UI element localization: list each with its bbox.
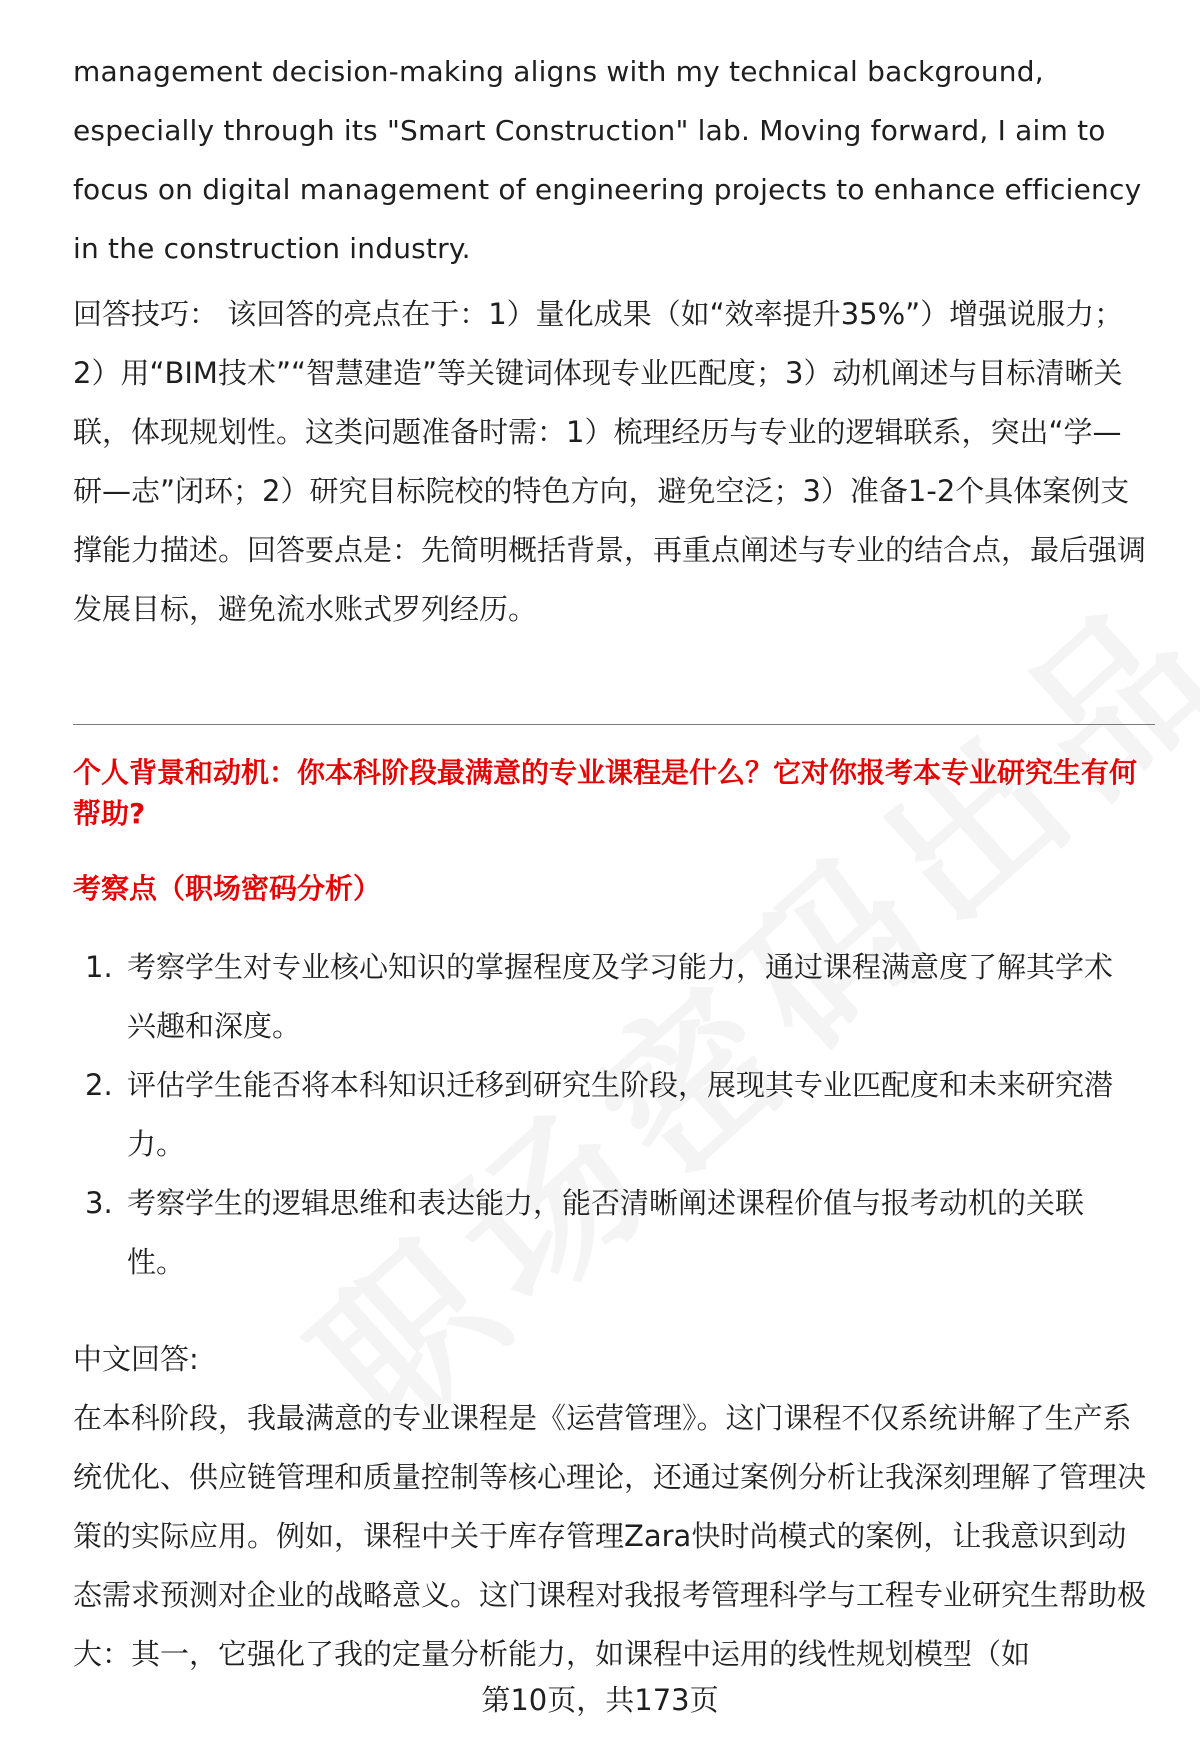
focus-heading: 考察点（职场密码分析） bbox=[73, 872, 382, 905]
answer-label: 中文回答: bbox=[73, 1342, 199, 1376]
focus-list bbox=[73, 938, 1153, 1292]
list-item-text: 评估学生能否将本科知识迁移到研究生阶段，展现其专业匹配度和未来研究潜力。 bbox=[127, 1068, 1114, 1161]
list-item-text: 考察学生的逻辑思维和表达能力，能否清晰阐述课程价值与报考动机的关联性。 bbox=[127, 1186, 1085, 1279]
list-number: 1. bbox=[85, 950, 113, 984]
section-divider bbox=[73, 724, 1155, 725]
answer-tips-paragraph: 回答技巧： 该回答的亮点在于：1）量化成果（如“效率提升35%”）增强说服力；2）用“BIM技术”“智慧建造”等关键词体现专业匹配度；3）动机阐述与目标清晰关联，体现规划性。这类问题准备时需：1）梳理经历与专业的逻辑联系，突出“学—研—志”闭环；2）研究目标院校的特色方向，避免空泛；3）准备1-2个具体案例支撑能力描述。回答要点是：先简明概括背景，再重点阐述与专业的结合点，最后强调发展目标，避免流水账式罗列经历。 bbox=[73, 297, 1147, 626]
page-footer: 第10页，共173页 bbox=[481, 1683, 719, 1717]
list-number: 2. bbox=[85, 1068, 113, 1102]
intro-paragraph: management decision-making aligns with my technical background, especially through its "Smart Construction" lab. Moving forward, I aim to focus on digital management of engineering projects to enhance efficiency in the construction industry. bbox=[73, 55, 1142, 265]
list-item bbox=[73, 1174, 1127, 1292]
list-number: 3. bbox=[85, 1186, 113, 1220]
list-item bbox=[73, 1056, 1127, 1174]
answer-paragraph: 在本科阶段，我最满意的专业课程是《运营管理》。这门课程不仅系统讲解了生产系统优化、供应链管理和质量控制等核心理论，还通过案例分析让我深刻理解了管理决策的实际应用。例如，课程中关于库存管理Zara快时尚模式的案例，让我意识到动态需求预测对企业的战略意义。这门课程对我报考管理科学与工程专业研究生帮助极大：其一，它强化了我的定量分析能力，如课程中运用的线性规划模型（如 bbox=[73, 1401, 1147, 1671]
list-item-text: 考察学生对专业核心知识的掌握程度及学习能力，通过课程满意度了解其学术兴趣和深度。 bbox=[127, 950, 1114, 1043]
question-heading: 个人背景和动机：你本科阶段最满意的专业课程是什么？它对你报考本专业研究生有何帮助? bbox=[73, 756, 1138, 830]
list-item bbox=[73, 938, 1127, 1056]
